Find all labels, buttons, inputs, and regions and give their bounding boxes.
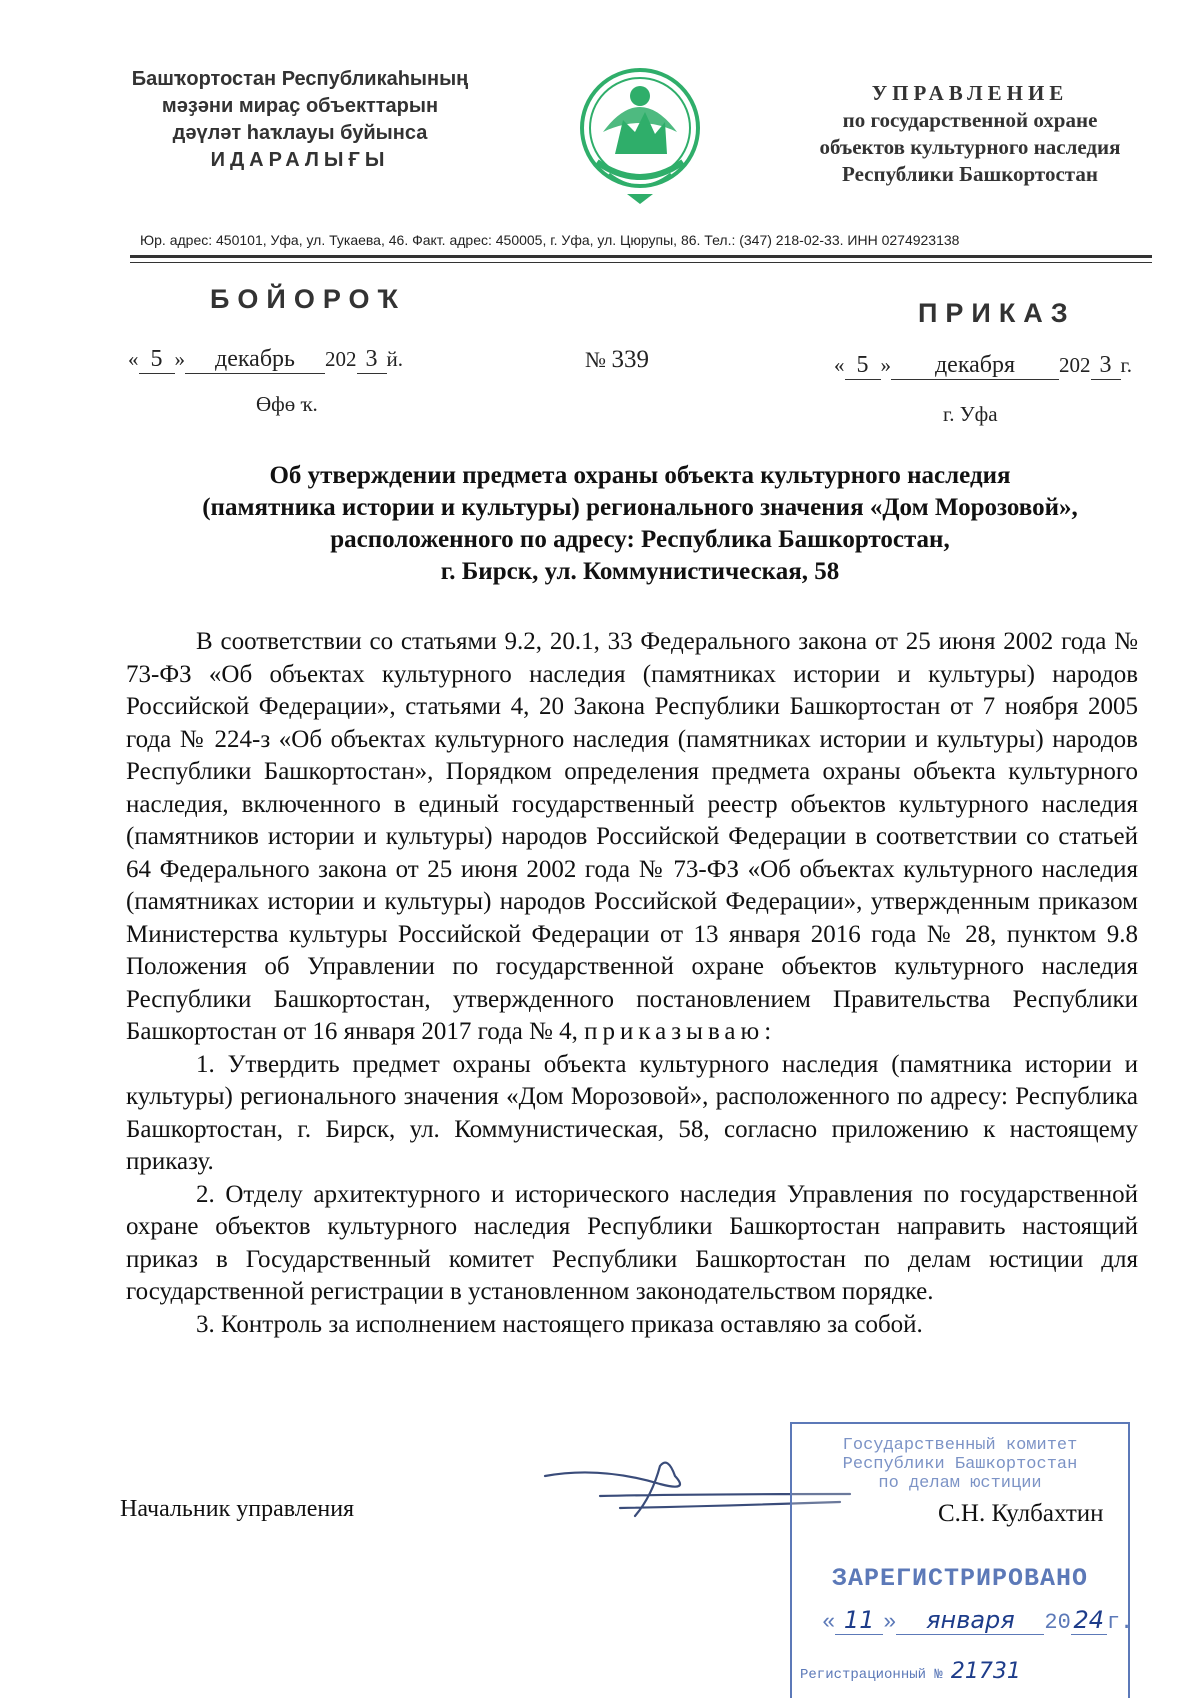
registration-stamp (790, 1422, 1134, 1698)
signatory-name: С.Н. Кулбахтин (938, 1500, 1104, 1527)
subject-line: расположенного по адресу: Республика Башкортостан, (330, 526, 950, 553)
header-left-line: Башҡортостан Республикаһының (131, 68, 469, 90)
order-title-bashkir: БОЙОРОҠ (210, 284, 407, 314)
order-item-3: 3. Контроль за исполнением настоящего приказа оставляю за собой. (196, 1310, 923, 1338)
header-left-line: ИДАРАЛЫҒЫ (210, 149, 390, 171)
body-preamble: В соответствии со статьями 9.2, 20.1, 33 Федерального закона от 25 июня 2002 года № 73-ФЗ «Об объектах культурного наследия (памятниках истории и культуры) народов Российской Федерации», статьями 4, 20 Закона Республики Башкортостан от 7 ноября 2005 года № 224-з «Об объектах культурного наследия (памятниках истории и культуры) народов Республики Башкортостан», Порядком определения предмета охраны объекта культурного наследия, включенного в единый государственный реестр объектов культурного наследия (памятников истории и культуры) народов Российской Федерации в соответствии со статьей 64 Федерального закона от 25 июня 2002 года № 73-ФЗ «Об объектах культурного наследия (памятниках истории и культуры) народов Российской Федерации», утвержденным приказом Министерства культуры Российской Федерации от 13 января 2016 года № 28, пунктом 9.8 Положения об Управлении по государственной охране объектов культурного наследия Республики Башкортостан, утвержденного постановлением Правительства Республики Башкортостан от 16 января 2017 года № 4, приказываю: (126, 628, 1138, 1045)
subject-line: (памятника истории и культуры) регионального значения «Дом Морозовой», (202, 494, 1078, 521)
header-right-line: УПРАВЛЕНИЕ (871, 81, 1069, 105)
order-subject (130, 460, 1150, 588)
subject-line: г. Бирск, ул. Коммунистическая, 58 (440, 558, 840, 585)
order-item-1: 1. Утвердить предмет охраны объекта культурного наследия (памятника истории и культуры) регионального значения «Дом Морозовой», расположенного по адресу: Республика Башкортостан, г. Бирск, ул. Коммунистическая, 58, согласно приложению к настоящему приказу. (126, 1050, 1138, 1175)
order-number: № 339 (585, 346, 649, 373)
stamp-date: « 11 » января 20 24 г. (822, 1606, 1134, 1635)
bashkortostan-emblem-icon (575, 62, 705, 212)
header-left-line: дәүләт һаҡлауы буйынса (172, 122, 428, 144)
header-divider (130, 255, 1152, 258)
order-word: приказываю (584, 1018, 765, 1045)
order-number-value: 339 (611, 346, 649, 373)
date-month: декабрь (185, 346, 325, 374)
stamp-status: ЗАРЕГИСТРИРОВАНО (831, 1564, 1089, 1593)
date-month: декабря (891, 352, 1059, 380)
date-year: 3 (1091, 352, 1121, 380)
signatory-position: Начальник управления (120, 1496, 355, 1522)
stamp-reg-number: Регистрационный № 21731 (800, 1659, 1021, 1684)
date-year: 3 (357, 346, 387, 374)
order-date-russian: « 5 » декабря 202 3 г. (834, 352, 1132, 378)
header-right-line: по государственной охране (842, 108, 1098, 132)
header-org-russian (790, 80, 1150, 188)
header-right-line: Республики Башкортостан (842, 162, 1098, 186)
order-body (126, 626, 1138, 1341)
order-date-bashkir: « 5 » декабрь 202 3 й. (128, 346, 403, 372)
subject-line: Об утверждении предмета охраны объекта культурного наследия (269, 462, 1011, 489)
date-day: 5 (845, 352, 881, 380)
city-russian: г. Уфа (943, 402, 998, 426)
date-day: 5 (139, 346, 175, 374)
header-left-line: мәҙәни мираҫ объекттарын (161, 95, 439, 117)
city-bashkir: Өфө ҡ. (256, 392, 318, 416)
order-title-russian: ПРИКАЗ (918, 298, 1076, 328)
header-org-bashkir (100, 66, 500, 174)
header-right-line: объектов культурного наследия (819, 135, 1121, 159)
legal-address: Юр. адрес: 450101, Уфа, ул. Тукаева, 46. Факт. адрес: 450005, г. Уфа, ул. Цюрупы, 86. Тел.: (347) 218-02-33. ИНН 0274923138 (140, 232, 960, 248)
order-item-2: 2. Отделу архитектурного и исторического наследия Управления по государственной охране объектов культурного наследия Республики Башкортостан направить настоящий приказ в Государственный комитет Республики Башкортостан по делам юстиции для государственной регистрации в установленном законодательством порядке. (126, 1180, 1138, 1305)
stamp-organization: Государственный комитет Республики Башкортостан по делам юстиции (842, 1436, 1078, 1493)
header-divider-thin (130, 262, 1152, 263)
